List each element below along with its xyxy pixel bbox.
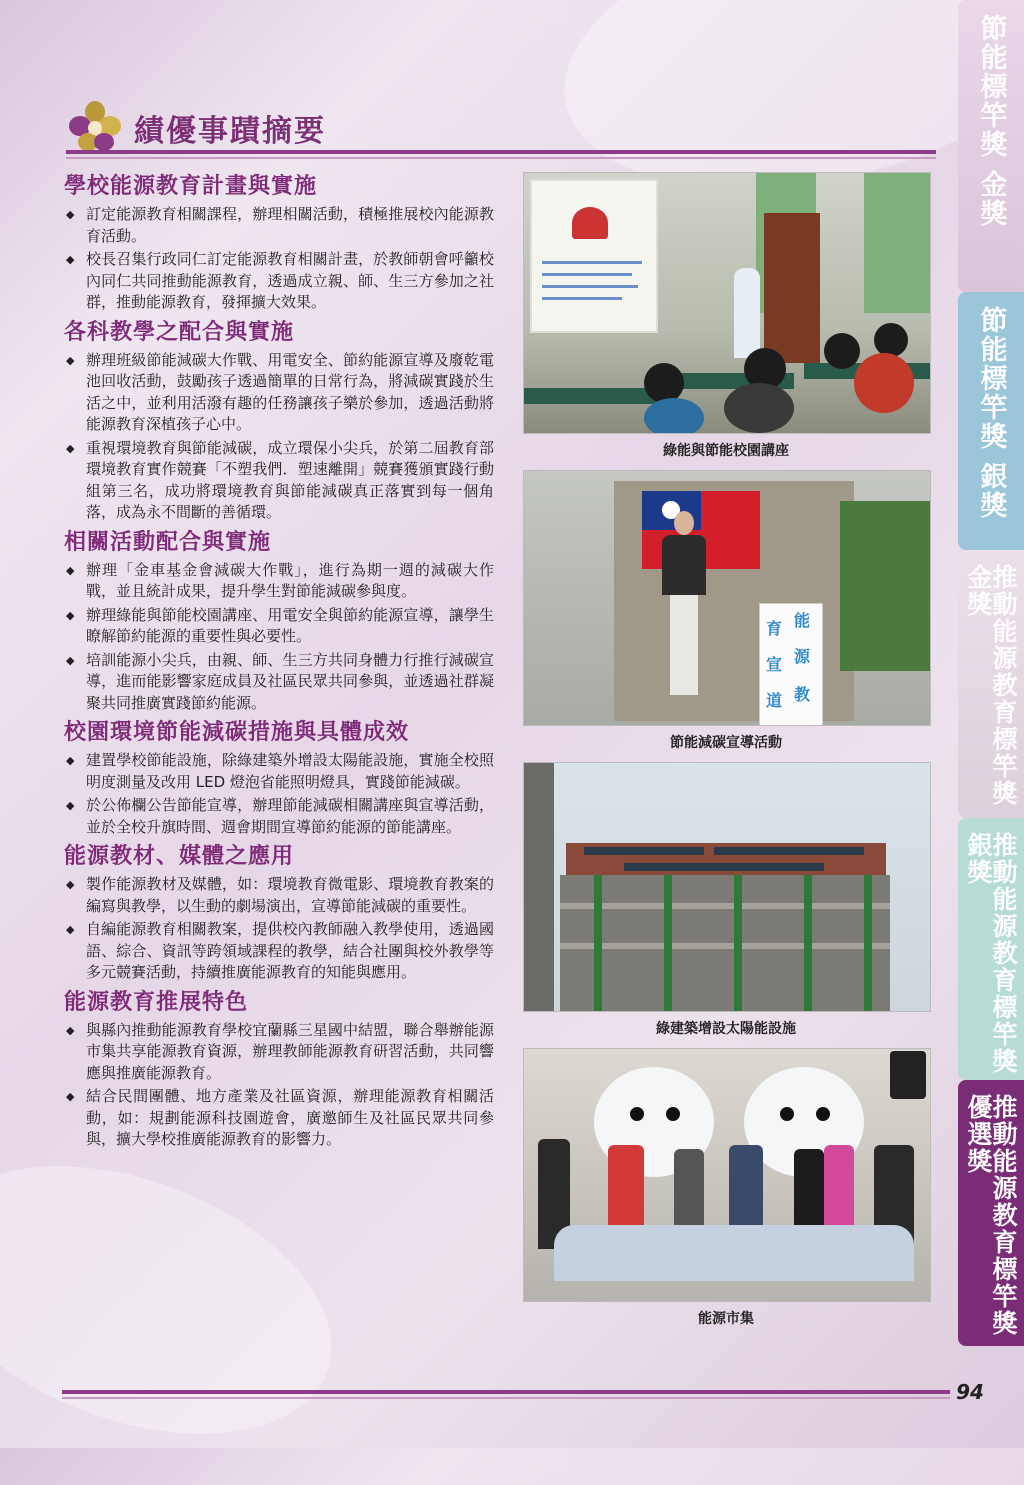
tab-energy-benchmark-silver[interactable] (958, 292, 1024, 550)
trees (840, 501, 930, 671)
section-title: 各科教學之配合與實施 (64, 319, 295, 345)
diamond-bullet-icon: ◆ (66, 253, 75, 266)
section-title: 能源教材、媒體之應用 (64, 844, 295, 869)
list-item: ◆ 校長召集行政同仁訂定能源教育相關計畫，於教師朝會呼籲校內同仁共同推動能源教育，透過成立親、師、生三方參加之社群，推動能源教育，發揮擴大效果。 (66, 250, 494, 311)
solar-panel (584, 847, 704, 855)
diamond-bullet-icon: ◆ (66, 799, 75, 812)
section-title: 校園環境節能減碳措施與具體成效 (64, 720, 410, 745)
diamond-bullet-icon: ◆ (66, 441, 75, 455)
section (64, 528, 494, 715)
header-divider (66, 150, 936, 154)
diamond-bullet-icon: ◆ (66, 608, 75, 622)
section-title: 相關活動配合與實施 (64, 529, 272, 555)
tab-energy-benchmark-gold[interactable] (958, 0, 1024, 292)
speaker-person (662, 511, 706, 701)
page-header (66, 100, 936, 160)
photo-caption: 綠建築增設太陽能設施 (656, 1021, 796, 1037)
green-column (594, 875, 602, 1011)
banner-sign (759, 603, 823, 726)
list-item: ◆ 重視環境教育與節能減碳，成立環保小尖兵，於第二屆教育部環境教育實作競賽「不塑我們．塑速離開」競賽獲頒實踐行動組第三名，成功將環境教育與節能減碳真正落實到每一個角落，成為永不間斷的善循環。 (66, 438, 494, 521)
text-column (64, 172, 494, 1155)
student (824, 333, 860, 369)
heart-logo-icon (572, 207, 608, 239)
green-column (664, 875, 672, 1011)
section (64, 718, 494, 838)
pillar (524, 763, 554, 1011)
photo-caption: 能源市集 (698, 1311, 754, 1327)
projector-screen (530, 179, 658, 333)
section-title: 學校能源教育計畫與實施 (64, 174, 318, 199)
window (864, 173, 930, 313)
section (64, 172, 494, 314)
screen-text-line (542, 273, 632, 276)
banner-char: 能 (794, 611, 811, 630)
mascot-eye (630, 1107, 644, 1121)
green-column (734, 875, 742, 1011)
diamond-bullet-icon: ◆ (66, 563, 75, 577)
solar-panel (624, 863, 824, 871)
student (724, 383, 794, 433)
photo-caption: 綠能與節能校園講座 (663, 443, 789, 459)
tab-energy-education-merit[interactable] (958, 1080, 1024, 1346)
loudspeaker-icon (890, 1051, 926, 1099)
banner-char: 育 (766, 619, 783, 638)
photo-energy-market-group (523, 1048, 931, 1302)
list-item: ◆ 結合民間團體、地方產業及社區資源，辦理能源教育相關活動，如：規劃能源科技園遊會，廣邀師生及社區民眾共同參與，擴大學校推廣能源教育的影響力。 (66, 1087, 494, 1148)
diamond-bullet-icon: ◆ (66, 923, 75, 936)
diamond-bullet-icon: ◆ (66, 1023, 75, 1037)
student (644, 363, 684, 403)
diamond-bullet-icon: ◆ (66, 208, 75, 221)
tab-label: 推動能源教育標竿獎 銀獎 (964, 832, 1018, 1075)
student (854, 353, 914, 413)
diamond-bullet-icon: ◆ (66, 353, 75, 367)
list-item: ◆ 辦理「金車基金會減碳大作戰」，進行為期一週的減碳大作戰，並且統計成果，提升學生對節能減碳參與度。 (66, 560, 494, 600)
screen-text-line (542, 261, 642, 264)
tab-label: 節能標竿獎 銀獎 (975, 306, 1007, 521)
list-item: ◆ 與縣內推動能源教育學校宜蘭縣三星國中結盟，聯合舉辦能源市集共享能源教育資源，辦理教師能源教育研習活動，共同響應與推廣能源教育。 (66, 1020, 494, 1082)
background-decoration (0, 1115, 368, 1484)
list-item: ◆ 建置學校節能設施，除綠建築外增設太陽能設施，實施全校照明度測量及改用 LED 燈泡省能照明燈具，實踐節能減碳。 (66, 751, 494, 791)
footer-divider-thin (62, 1397, 950, 1399)
speaker-pants (670, 595, 698, 695)
photo-green-building-solar (523, 762, 931, 1012)
flower-logo-icon (66, 100, 124, 152)
tab-label: 推動能源教育標竿獎 金獎 (964, 564, 1018, 807)
screen-text-line (542, 285, 638, 288)
page-number: 94 (956, 1380, 984, 1404)
photo-classroom-lecture (523, 172, 931, 434)
diamond-bullet-icon: ◆ (66, 754, 75, 767)
list-item: ◆ 於公佈欄公告節能宣導，辦理節能減碳相關講座與宣導活動，並於全校升旗時間、週會期間宣導節約能源的節能講座。 (66, 796, 494, 836)
mascot-eye (816, 1107, 830, 1121)
header-divider-thin (66, 157, 936, 159)
solar-panel (714, 847, 864, 855)
mascot-eye (780, 1107, 794, 1121)
door (764, 213, 820, 363)
section (64, 988, 494, 1151)
diamond-bullet-icon: ◆ (66, 1090, 75, 1103)
banner-char: 教 (794, 685, 811, 704)
diamond-bullet-icon: ◆ (66, 878, 75, 891)
footer-divider (62, 1390, 950, 1394)
list-item: ◆ 訂定能源教育相關課程，辦理相關活動，積極推展校內能源教育活動。 (66, 205, 494, 245)
list-item: ◆ 培訓能源小尖兵，由親、師、生三方共同身體力行推行減碳宣導，進而能影響家庭成員及社區民眾共同參與，並透過社群凝聚共同推廣實踐節約能源。 (66, 650, 494, 712)
screen-text-line (542, 297, 622, 300)
diamond-bullet-icon: ◆ (66, 653, 75, 667)
green-column (804, 875, 812, 1011)
photo-stage-speech (523, 470, 931, 726)
page-title: 績優事蹟摘要 (134, 114, 326, 149)
building-band (560, 943, 890, 949)
section-title: 能源教育推展特色 (64, 989, 249, 1015)
student (874, 323, 908, 357)
photo-caption: 節能減碳宣導活動 (670, 735, 782, 751)
mascot-eye (666, 1107, 680, 1121)
tab-label: 節能標竿獎 金獎 (975, 14, 1007, 229)
banner-char: 宣 (766, 655, 783, 674)
person (554, 1225, 914, 1281)
list-item: ◆ 辦理班級節能減碳大作戰、用電安全、節約能源宣導及廢乾電池回收活動，鼓勵孩子透過簡單的日常行為，將減碳實踐於生活之中，並利用活潑有趣的任務讓孩子樂於參加，透過活動將能源教育深植孩子心中。 (66, 350, 494, 433)
building-band (560, 903, 890, 909)
section (64, 842, 494, 984)
list-item: ◆ 辦理綠能與節能校園講座、用電安全與節約能源宣導，讓學生瞭解節約能源的重要性與必要性。 (66, 605, 494, 645)
student (644, 398, 704, 434)
banner-char: 源 (794, 647, 811, 666)
tab-energy-education-silver[interactable] (958, 818, 1024, 1080)
green-column (864, 875, 872, 1011)
list-item: ◆ 製作能源教材及媒體，如：環境教育微電影、環境教育教案的編寫與教學，以生動的劇場演出，宣導節能減碳的重要性。 (66, 875, 494, 915)
tab-energy-education-gold[interactable] (958, 550, 1024, 818)
speaker-shirt (662, 535, 706, 595)
speaker-head (674, 511, 694, 535)
list-item: ◆ 自編能源教育相關教案，提供校內教師融入教學使用，透過國語、綜合、資訊等跨領域課程的教學，結合社團與校外教學等多元競賽活動，持續推廣能源教育的知能與應用。 (66, 920, 494, 981)
section (64, 318, 494, 524)
banner-char: 道 (766, 691, 783, 710)
photo-column (523, 172, 929, 1338)
teacher (734, 268, 760, 358)
tab-label: 推動能源教育標竿獎 優選獎 (964, 1094, 1018, 1337)
